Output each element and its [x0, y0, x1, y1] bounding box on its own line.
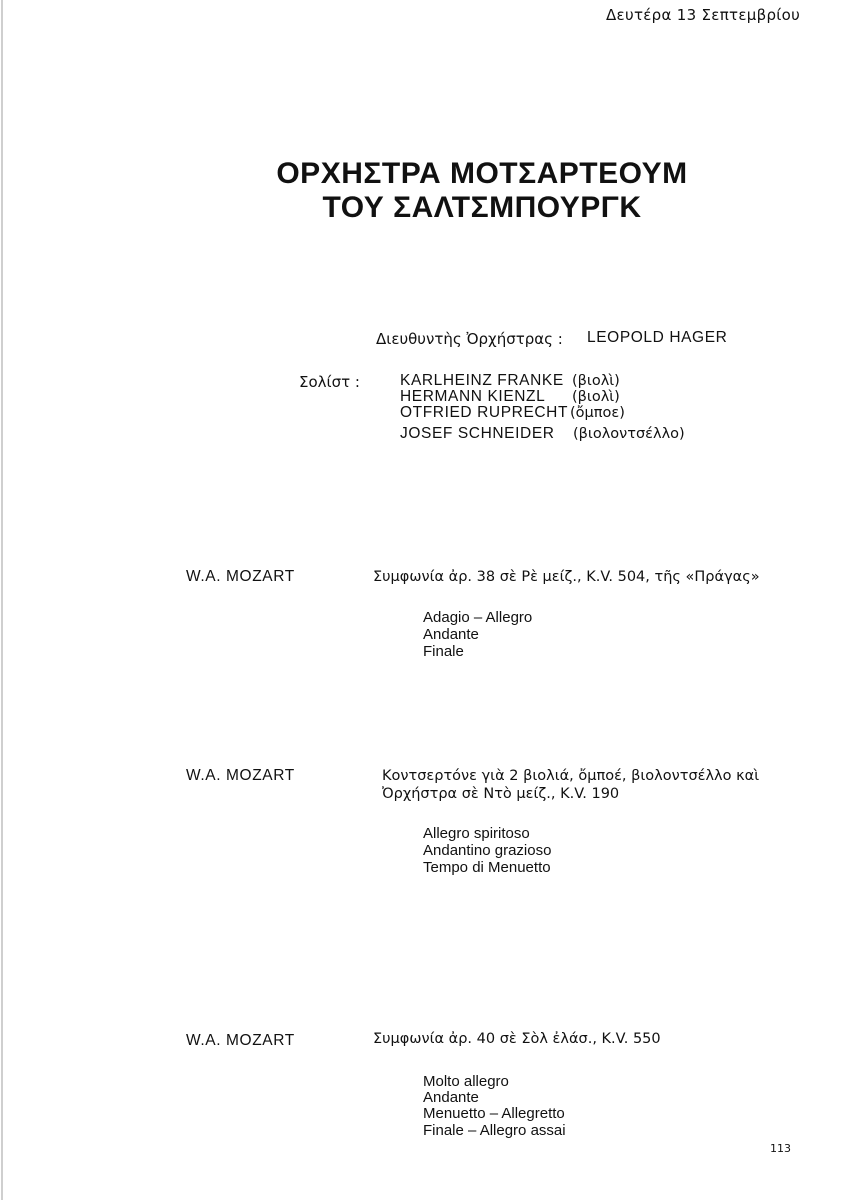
movement: Tempo di Menuetto [423, 859, 551, 876]
movement: Finale [423, 643, 464, 660]
soloist-name: KARLHEINZ FRANKE [400, 372, 564, 389]
movement: Finale – Allegro assai [423, 1122, 566, 1139]
movement: Andante [423, 1089, 479, 1106]
soloist-name: HERMANN KIENZL [400, 388, 546, 405]
movement: Andante [423, 626, 479, 643]
soloist-instrument: (βιολοντσέλλο) [573, 426, 685, 442]
page-title-line-2: ΤΟΥ ΣΑΛΤΣΜΠΟΥΡΓΚ [322, 191, 642, 224]
work-title: Ὀρχήστρα σὲ Ντὸ μείζ., K.V. 190 [382, 786, 620, 802]
work-title: Συμφωνία ἀρ. 40 σὲ Σὸλ ἐλάσ., K.V. 550 [373, 1031, 661, 1047]
soloist-name: OTFRIED RUPRECHT [400, 404, 569, 421]
composer-name: W.A. MOZART [186, 568, 295, 585]
work-title: Κοντσερτόνε γιὰ 2 βιολιά, ὄμποέ, βιολοντσέλλο καὶ [382, 768, 760, 784]
soloist-instrument: (ὄμποε) [570, 405, 625, 421]
composer-name: W.A. MOZART [186, 767, 295, 784]
movement: Molto allegro [423, 1073, 509, 1090]
soloist-instrument: (βιολὶ) [572, 373, 620, 389]
work-title: Συμφωνία ἀρ. 38 σὲ Ρὲ μείζ., K.V. 504, τῆς «Πράγας» [373, 569, 760, 585]
conductor-label: Διευθυντὴς Ὀρχήστρας : [376, 330, 563, 348]
soloist-instrument: (βιολὶ) [572, 389, 620, 405]
page-title-line-1: ΟΡΧΗΣΤΡΑ ΜΟΤΣΑΡΤΕΟΥΜ [276, 157, 688, 190]
movement: Allegro spiritoso [423, 825, 530, 842]
soloist-name: JOSEF SCHNEIDER [400, 425, 555, 442]
movement: Menuetto – Allegretto [423, 1105, 565, 1122]
concert-date: Δευτέρα 13 Σεπτεμβρίου [606, 6, 801, 24]
soloists-label: Σολίστ : [299, 373, 360, 391]
movement: Andantino grazioso [423, 842, 552, 859]
page-number: 113 [770, 1142, 791, 1155]
composer-name: W.A. MOZART [186, 1032, 295, 1049]
movement: Adagio – Allegro [423, 609, 533, 626]
conductor-name: LEOPOLD HAGER [587, 329, 728, 346]
